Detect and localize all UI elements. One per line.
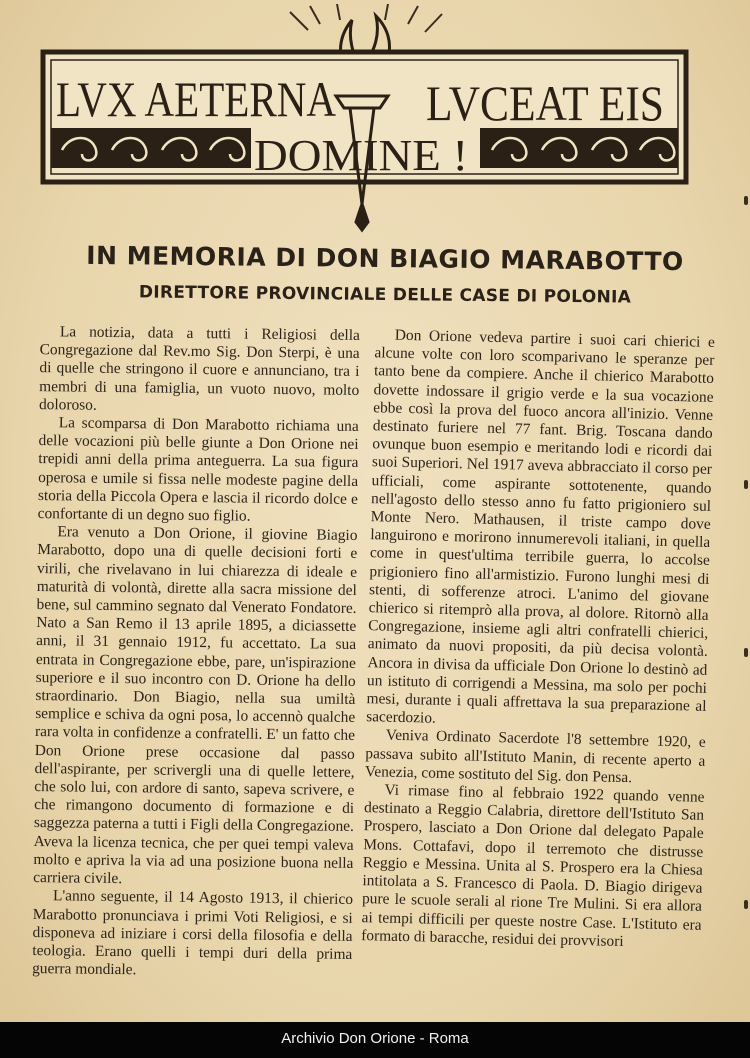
- page-subtitle: DIRETTORE PROVINCIALE DELLE CASE DI POLONIA: [138, 282, 632, 308]
- binding-mark: [744, 900, 748, 909]
- banner-line1-left: LVX AETERNA: [56, 71, 336, 127]
- banner-line1-right: LVCEAT EIS: [426, 75, 664, 131]
- right-paragraph: Veniva Ordinato Sacerdote l'8 settembre 1920, e passava subito all'Istituto Manin, di recente aperto a Venezia, come sostituto del Sig. don Pensa.: [364, 727, 706, 787]
- left-paragraph: Era venuto a Don Orione, il giovine Biagio Marabotto, dopo una di quelle decisioni forti e virili, che rivelavano in lui chiarezza di ideale e maturità di volontà, dirette alla sacra missione del bene, sul cammino segnato dal Venerato Fondatore. Nato a San Remo il 13 aprile 1895, a diciassette anni, il 31 gennaio 1912, fu accettato. La sua entrata in Congregazione ebbe, pare, un'ispirazione superiore e il suo incontro con D. Orione ha dello straordinario. Don Biagio, nella sua umiltà semplice e schiva da ogni posa, lo accennò qualche rara volta in confidenze a confratelli. E' un fatto che Don Orione prese occasione dal passo dell'aspirante, per scrivergli una di quelle lettere, che solo lui, con ardore di santo, sapeva scrivere, e che rimangono documento di formazione e di saggezza paterna a tutti i Figli della Congregazione. Aveva la licenza tecnica, che per quei tempi valeva molto e apriva la via ad una posizione buona nella carriera civile.: [33, 523, 358, 888]
- banner-line2: DOMINE !: [254, 131, 468, 180]
- right-paragraph: Don Orione vedeva partire i suoi cari chierici e alcune volte con loro scomparivano le speranze per tanto bene da compiere. Anche il chierico Marabotto dovette indossare il grigio verde e la sua vocazione ebbe così la prova del fuoco ancora all'inizio. Venne destinato furiere nel 77 fant. Brig. Toscana dando ovunque buon esempio e meritando lodi e ricordi dai suoi Superiori. Nel 1917 aveva abbracciato il corso per ufficiali, come aspirante sottotenente, quando nell'agosto dello stesso anno fu fatto prigioniero sul Monte Nero. Mathausen, il triste campo dove languirono e morirono innumerevoli italiani, in quella come in quest'ultima terribile guerra, lo accolse prigioniero fino all'armistizio. Furono lunghi mesi di stenti, di sofferenze atroci. L'animo del giovane chierico si ritemprò alla prova, al dolore. Ritornò alla Congregazione, insieme agli altri confratelli chierici, animato da nuovi propositi, da più decisa volontà. Ancora in divisa da ufficiale Don Orione lo destinò ad un istituto di corrigendi a Messina, ma solo per pochi mesi, durante i quali affrettava la sua preparazione al sacerdozio.: [366, 326, 715, 727]
- left-column: [32, 323, 360, 982]
- right-column: [361, 326, 715, 952]
- left-paragraph: La scomparsa di Don Marabotto richiama una delle vocazioni più belle giunte a Don Orione nei trepidi anni della prima anteguerra. La sua figura operosa e umile si fissa nelle modeste pagine della storia della Piccola Opera e lascia il ricordo dolce e confortante di un degno suo figlio.: [37, 414, 359, 525]
- page-title: IN MEMORIA DI DON BIAGIO MARABOTTO: [86, 240, 684, 277]
- footer-text: Archivio Don Orione - Roma: [281, 1030, 469, 1047]
- right-paragraph: Vi rimase fino al febbraio 1922 quando venne destinato a Reggio Calabria, direttore dell'Istituto San Prospero, lasciato a Don Orione dal delegato Papale Mons. Cottafavi, dopo il terremoto che distrusse Reggio e Messina. Unita al S. Prospero era la Chiesa intitolata a S. Francesco di Paola. D. Biagio dirigeva pure le scuole serali al rione Tre Mulini. Si era allora ai tempi difficili per queste nostre Case. L'Istituto era formato di baracche, residui dei provvisori: [361, 781, 705, 950]
- left-paragraph: La notizia, data a tutti i Religiosi della Congregazione dal Rev.mo Sig. Don Sterpi, è una di quelle che stringono il cuore e annunciano, tra i membri di una famiglia, un vuoto nuovo, molto doloroso.: [38, 323, 360, 414]
- archive-footer: [0, 1022, 750, 1058]
- binding-mark: [744, 648, 748, 657]
- binding-mark: [744, 480, 748, 489]
- left-paragraph: L'anno seguente, il 14 Agosto 1913, il chierico Marabotto pronunciava i primi Voti Religiosi, e si disponeva ad iniziare i corsi della filosofia e della teologia. Erano quelli i tempi duri della prima guerra mondiale.: [32, 887, 354, 979]
- memorial-banner: [40, 4, 690, 234]
- torch-rays-icon: [290, 4, 442, 32]
- binding-mark: [744, 196, 748, 205]
